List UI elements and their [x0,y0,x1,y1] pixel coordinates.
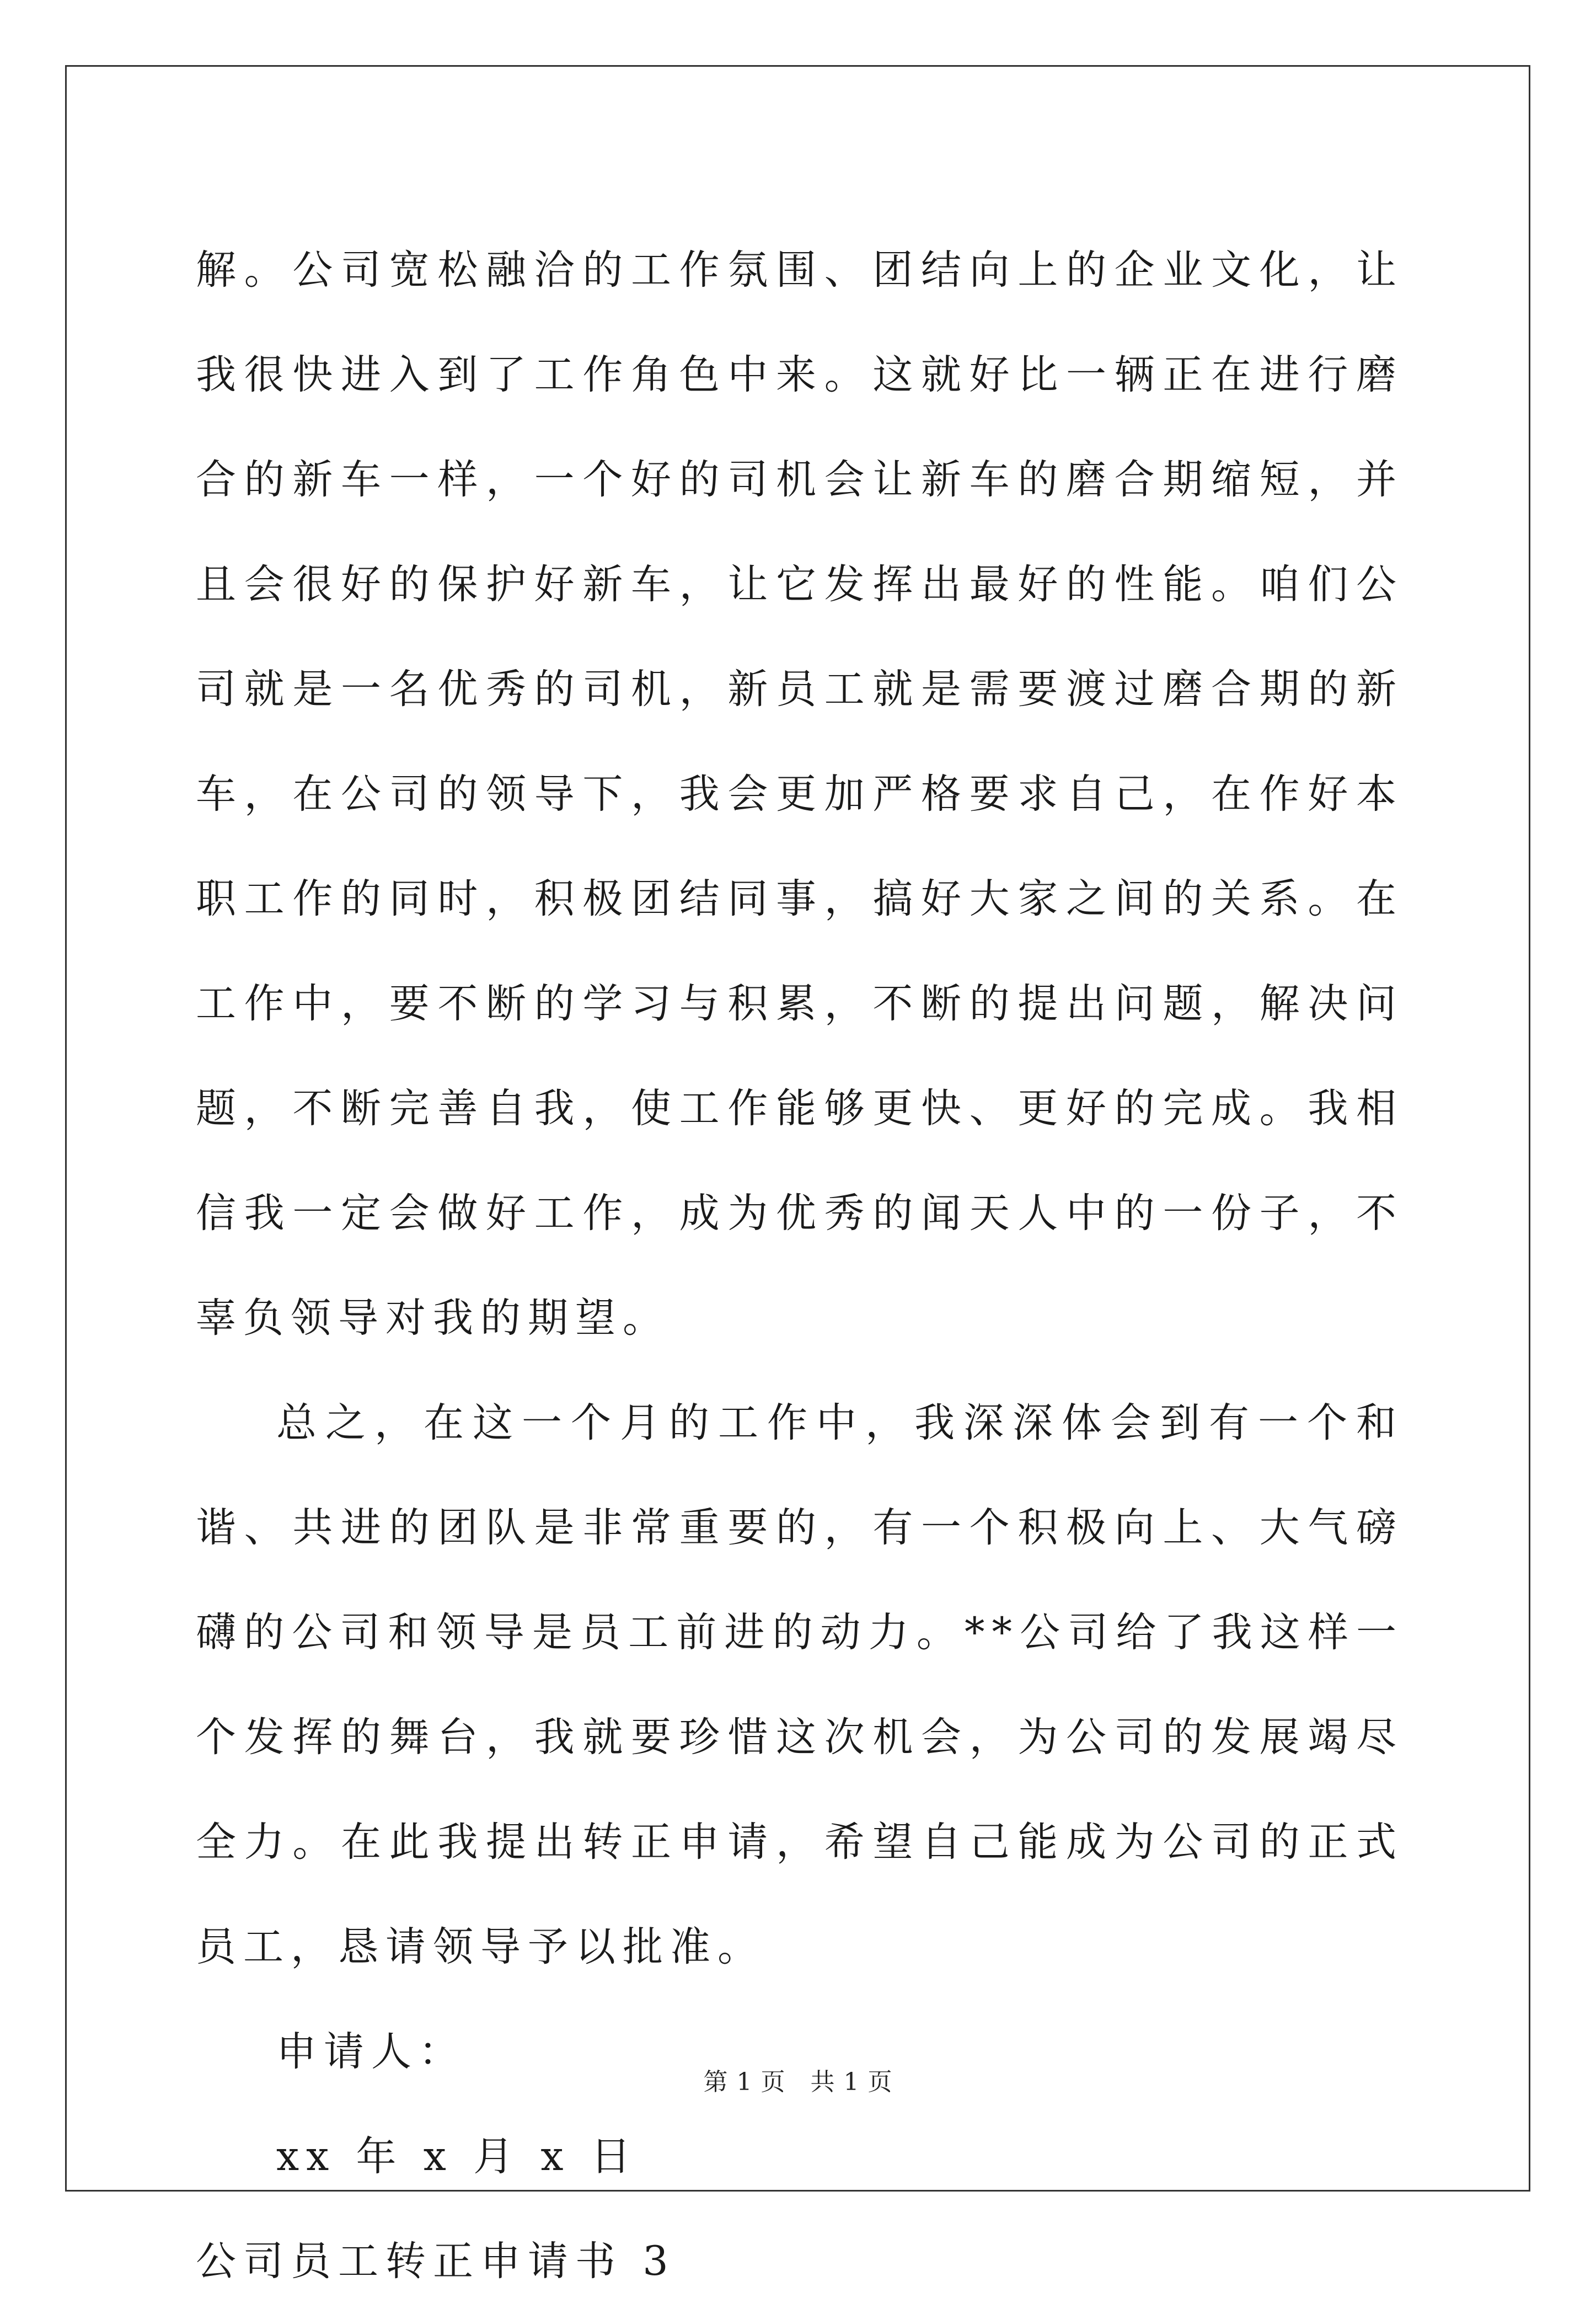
total-pages: 共 1 页 [810,2068,893,2096]
section-title: 公司员工转正申请书 3 [196,2238,676,2285]
applicant-label: 申请人： [276,2028,466,2075]
page-footer [0,2062,1596,2097]
page-number: 第 1 页 [703,2068,786,2096]
body-paragraph-2: 总之，在这一个月的工作中，我深深体会到有一个和谐、共进的团队是非常重要的，有一个积极向上、大气磅礴的公司和领导是员工前进的动力。**公司给了我这样一个发挥的舞台，我就要珍惜这次机会，为公司的发展竭尽全力。在此我提出转正申请，希望自己能成为公司的正式员工，恳请领导予以批准。 [196,1399,1404,1970]
body-paragraph-1: 解。公司宽松融洽的工作氛围、团结向上的企业文化，让我很快进入到了工作角色中来。这就好比一辆正在进行磨合的新车一样，一个好的司机会让新车的磨合期缩短，并且会很好的保护好新车，让它发挥出最好的性能。咱们公司就是一名优秀的司机，新员工就是需要渡过磨合期的新车，在公司的领导下，我会更加严格要求自己，在作好本职工作的同时，积极团结同事，搞好大家之间的关系。在工作中，要不断的学习与积累，不断的提出问题，解决问题，不断完善自我，使工作能够更快、更好的完成。我相信我一定会做好工作，成为优秀的闻天人中的一份子，不辜负领导对我的期望。 [196,247,1404,1342]
date-line: xx 年 x 月 x 日 [276,2133,638,2180]
document-body [196,218,1404,2314]
